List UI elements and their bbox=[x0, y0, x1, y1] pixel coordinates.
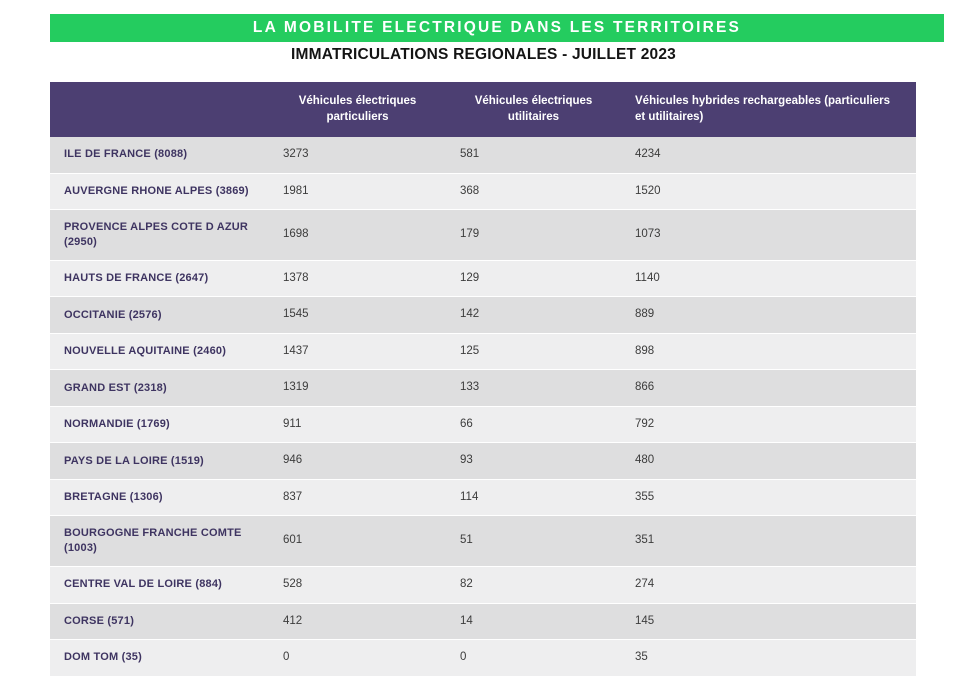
cell-region: GRAND EST (2318) bbox=[50, 370, 269, 407]
title-banner bbox=[50, 14, 944, 42]
cell-region: CORSE (571) bbox=[50, 603, 269, 640]
column-header-hybrides-rechargeables: Véhicules hybrides rechargeables (particuliers et utilitaires) bbox=[621, 82, 916, 137]
cell-region: PAYS DE LA LOIRE (1519) bbox=[50, 443, 269, 480]
cell-ve-utilitaires: 82 bbox=[446, 567, 621, 604]
cell-region: NOUVELLE AQUITAINE (2460) bbox=[50, 333, 269, 370]
cell-ve-particuliers: 946 bbox=[269, 443, 446, 480]
cell-hybrides: 355 bbox=[621, 479, 916, 516]
cell-region: DOM TOM (35) bbox=[50, 640, 269, 677]
cell-ve-particuliers: 3273 bbox=[269, 137, 446, 173]
cell-region: AUVERGNE RHONE ALPES (3869) bbox=[50, 173, 269, 210]
table-row bbox=[50, 406, 916, 443]
cell-ve-utilitaires: 51 bbox=[446, 516, 621, 567]
cell-ve-particuliers: 911 bbox=[269, 406, 446, 443]
cell-ve-particuliers: 0 bbox=[269, 640, 446, 677]
cell-hybrides: 1520 bbox=[621, 173, 916, 210]
cell-hybrides: 35 bbox=[621, 640, 916, 677]
cell-region: HAUTS DE FRANCE (2647) bbox=[50, 260, 269, 297]
cell-ve-utilitaires: 581 bbox=[446, 137, 621, 173]
cell-ve-utilitaires: 14 bbox=[446, 603, 621, 640]
cell-region: ILE DE FRANCE (8088) bbox=[50, 137, 269, 173]
table-row bbox=[50, 297, 916, 334]
cell-ve-utilitaires: 368 bbox=[446, 173, 621, 210]
column-header-ve-particuliers: Véhicules électriques particuliers bbox=[269, 82, 446, 137]
cell-hybrides: 866 bbox=[621, 370, 916, 407]
registrations-table-wrapper bbox=[50, 82, 916, 677]
column-header-ve-utilitaires: Véhicules électriques utilitaires bbox=[446, 82, 621, 137]
cell-ve-utilitaires: 142 bbox=[446, 297, 621, 334]
table-row bbox=[50, 137, 916, 173]
table-row bbox=[50, 173, 916, 210]
cell-hybrides: 274 bbox=[621, 567, 916, 604]
cell-region: OCCITANIE (2576) bbox=[50, 297, 269, 334]
cell-hybrides: 4234 bbox=[621, 137, 916, 173]
table-row bbox=[50, 479, 916, 516]
cell-hybrides: 898 bbox=[621, 333, 916, 370]
table-row bbox=[50, 210, 916, 261]
table-header bbox=[50, 82, 916, 137]
cell-ve-utilitaires: 114 bbox=[446, 479, 621, 516]
cell-ve-utilitaires: 125 bbox=[446, 333, 621, 370]
table-row bbox=[50, 603, 916, 640]
cell-ve-particuliers: 1698 bbox=[269, 210, 446, 261]
table-row bbox=[50, 640, 916, 677]
cell-ve-utilitaires: 93 bbox=[446, 443, 621, 480]
page-subtitle: IMMATRICULATIONS REGIONALES - JUILLET 2023 bbox=[290, 46, 677, 63]
cell-region: CENTRE VAL DE LOIRE (884) bbox=[50, 567, 269, 604]
cell-hybrides: 145 bbox=[621, 603, 916, 640]
cell-hybrides: 1073 bbox=[621, 210, 916, 261]
cell-ve-particuliers: 528 bbox=[269, 567, 446, 604]
table-row bbox=[50, 516, 916, 567]
cell-ve-particuliers: 1437 bbox=[269, 333, 446, 370]
cell-ve-utilitaires: 129 bbox=[446, 260, 621, 297]
cell-region: BOURGOGNE FRANCHE COMTE (1003) bbox=[50, 516, 269, 567]
cell-ve-utilitaires: 179 bbox=[446, 210, 621, 261]
cell-hybrides: 792 bbox=[621, 406, 916, 443]
table-row bbox=[50, 260, 916, 297]
column-header-region bbox=[50, 82, 269, 137]
cell-ve-particuliers: 1378 bbox=[269, 260, 446, 297]
banner-title: LA MOBILITE ELECTRIQUE DANS LES TERRITOIRES bbox=[252, 19, 742, 36]
cell-hybrides: 351 bbox=[621, 516, 916, 567]
table-row bbox=[50, 443, 916, 480]
table-body bbox=[50, 137, 916, 676]
registrations-table bbox=[50, 82, 916, 677]
cell-region: BRETAGNE (1306) bbox=[50, 479, 269, 516]
cell-ve-particuliers: 837 bbox=[269, 479, 446, 516]
cell-hybrides: 889 bbox=[621, 297, 916, 334]
cell-region: NORMANDIE (1769) bbox=[50, 406, 269, 443]
cell-ve-particuliers: 412 bbox=[269, 603, 446, 640]
cell-ve-utilitaires: 133 bbox=[446, 370, 621, 407]
cell-hybrides: 480 bbox=[621, 443, 916, 480]
cell-ve-particuliers: 1319 bbox=[269, 370, 446, 407]
cell-ve-particuliers: 1545 bbox=[269, 297, 446, 334]
cell-hybrides: 1140 bbox=[621, 260, 916, 297]
table-row bbox=[50, 370, 916, 407]
cell-ve-particuliers: 601 bbox=[269, 516, 446, 567]
table-row bbox=[50, 333, 916, 370]
cell-ve-utilitaires: 0 bbox=[446, 640, 621, 677]
cell-ve-utilitaires: 66 bbox=[446, 406, 621, 443]
table-row bbox=[50, 567, 916, 604]
cell-ve-particuliers: 1981 bbox=[269, 173, 446, 210]
cell-region: PROVENCE ALPES COTE D AZUR (2950) bbox=[50, 210, 269, 261]
table-header-row bbox=[50, 82, 916, 137]
